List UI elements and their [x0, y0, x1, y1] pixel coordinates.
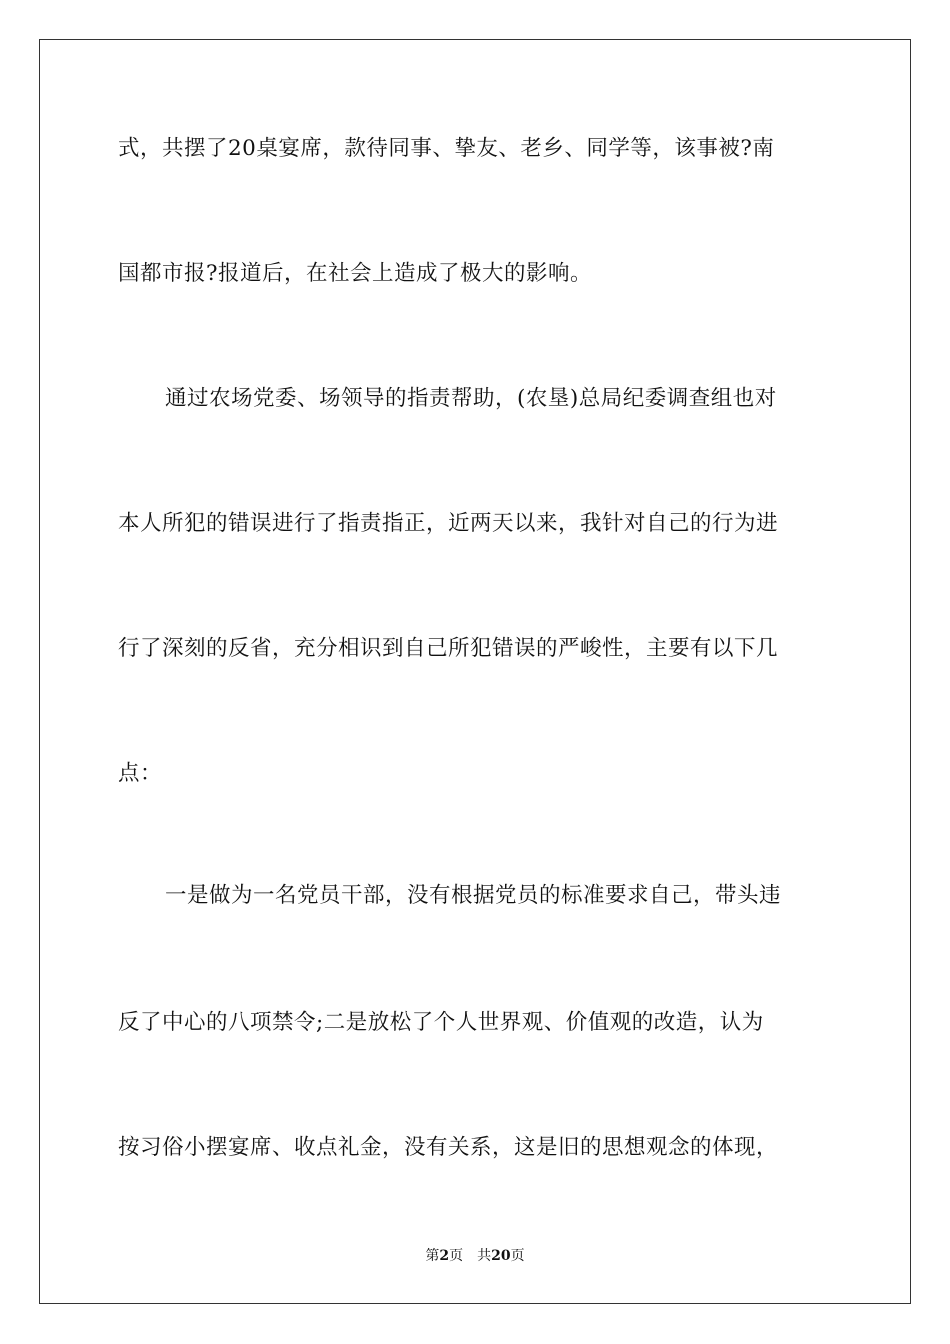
text-line-2: 国都市报?报道后，在社会上造成了极大的影响。 [118, 261, 593, 286]
footer-total-prefix: 共 [477, 1248, 492, 1264]
footer-page-total: 20 [491, 1248, 511, 1264]
text-line-1: 式，共摆了20桌宴席，款待同事、挚友、老乡、同学等，该事被?南 [118, 136, 775, 161]
footer-page-current: 2 [439, 1248, 450, 1264]
text-line-5: 行了深刻的反省，充分相识到自己所犯错误的严峻性，主要有以下几 [118, 636, 779, 661]
page-border [39, 39, 911, 1304]
text-line-8: 反了中心的八项禁令;二是放松了个人世界观、价值观的改造，认为 [118, 1010, 764, 1035]
footer-page-unit: 页 [449, 1248, 464, 1264]
text-line-4: 本人所犯的错误进行了指责指正，近两天以来，我针对自己的行为进 [118, 511, 779, 536]
footer-page-prefix: 第 [425, 1248, 440, 1264]
footer-total-unit: 页 [510, 1248, 525, 1264]
page-footer [0, 1246, 950, 1266]
text-line-6: 点： [118, 761, 163, 786]
text-line-9: 按习俗小摆宴席、收点礼金，没有关系，这是旧的思想观念的体现， [118, 1135, 779, 1160]
text-line-3: 通过农场党委、场领导的指责帮助，(农垦)总局纪委调查组也对 [165, 386, 777, 411]
text-line-7: 一是做为一名党员干部，没有根据党员的标准要求自己，带头违 [165, 883, 782, 908]
